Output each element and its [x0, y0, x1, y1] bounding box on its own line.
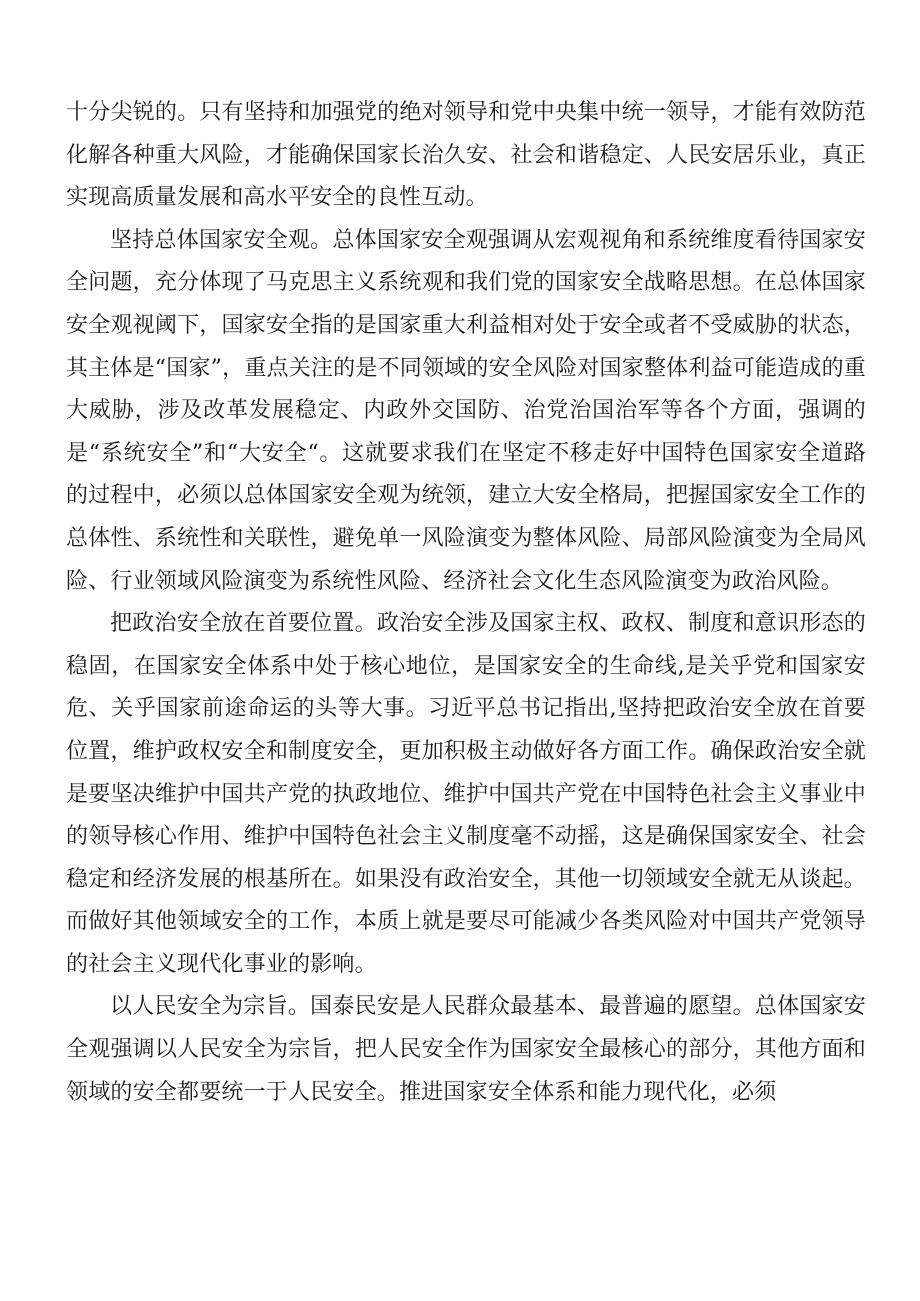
- document-body: [66, 92, 866, 1114]
- paragraph-1: 十分尖锐的。只有坚持和加强党的绝对领导和党中央集中统一领导，才能有效防范化解各种重大风险，才能确保国家长治久安、社会和谐稳定、人民安居乐业，真正实现高质量发展和高水平安全的良性互动。: [66, 100, 866, 211]
- paragraph-4: 以人民安全为宗旨。国泰民安是人民群众最基本、最普遍的愿望。总体国家安全观强调以人民安全为宗旨，把人民安全作为国家安全最核心的部分，其他方面和领域的安全都要统一于人民安全。推进国家安全体系和能力现代化，必须: [66, 994, 866, 1105]
- paragraph-3: 把政治安全放在首要位置。政治安全涉及国家主权、政权、制度和意识形态的稳固，在国家安全体系中处于核心地位，是国家安全的生命线,是关乎党和国家安危、关乎国家前途命运的头等大事。习近平总书记指出,坚持把政治安全放在首要位置，维护政权安全和制度安全，更加积极主动做好各方面工作。确保政治安全就是要坚决维护中国共产党的执政地位、维护中国共产党在中国特色社会主义事业中的领导核心作用、维护中国特色社会主义制度毫不动摇，这是确保国家安全、社会稳定和经济发展的根基所在。如果没有政治安全，其他一切领域安全就无从谈起。而做好其他领域安全的工作，本质上就是要尽可能减少各类风险对中国共产党领导的社会主义现代化事业的影响。: [66, 611, 866, 977]
- paragraph-2: 坚持总体国家安全观。总体国家安全观强调从宏观视角和系统维度看待国家安全问题，充分体现了马克思主义系统观和我们党的国家安全战略思想。在总体国家安全观视阈下，国家安全指的是国家重大利益相对处于安全或者不受威胁的状态，其主体是“国家”，重点关注的是不同领域的安全风险对国家整体利益可能造成的重大威胁，涉及改革发展稳定、内政外交国防、治党治国治军等各个方面，强调的是“系统安全”和“大安全“。这就要求我们在坚定不移走好中国特色国家安全道路的过程中，必须以总体国家安全观为统领，建立大安全格局，把握国家安全工作的总体性、系统性和关联性，避免单一风险演变为整体风险、局部风险演变为全局风险、行业领域风险演变为系统性风险、经济社会文化生态风险演变为政治风险。: [66, 227, 866, 594]
